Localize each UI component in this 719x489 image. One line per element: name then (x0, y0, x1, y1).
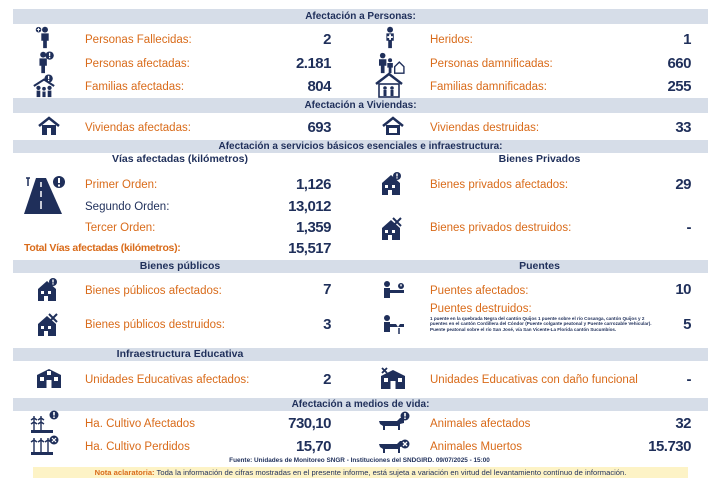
primer-orden-label: Primer Orden: (85, 179, 158, 191)
nota-text: Toda la información de cifras mostradas en el presente informe, está sujeta a variación en virtud del levantamiento contínuo de información. (154, 468, 627, 477)
puentes-destruidos-note: 1 puente en la quebrada Negra del cantón Quijos 1 puente sobre el río Cosanga, cantón Quijos y 2 puentes en el cantón Cordillera del Cóndor (Puente colgante peatonal y Puente carrozable Vehicular). Puente peatonal sobre el río San José, vía San Vicente-La Florida cantón Sucumbíos. (430, 316, 652, 332)
bridge-icon (382, 280, 406, 300)
section-header-servicios: Afectación a servicios básicos esenciales e infraestructura: (13, 140, 708, 153)
cultivo-afectados-value: 730,10 (288, 415, 331, 432)
vias-title: Vías afectadas (kilómetros) (112, 153, 248, 165)
family-house-icon (374, 72, 404, 98)
cultivo-perdidos-value: 15,70 (295, 438, 331, 455)
tercer-orden-label: Tercer Orden: (85, 222, 156, 234)
bienes-privados-afectados-value: 29 (675, 176, 691, 193)
personas-damnificadas-label: Personas damnificadas: (430, 58, 553, 70)
nota-label: Nota aclaratoria: (94, 468, 155, 477)
segundo-orden-label: Segundo Orden: (85, 201, 170, 213)
animales-afectados-label: Animales afectados (430, 418, 531, 430)
heridos-label: Heridos: (430, 34, 473, 46)
source-note: Fuente: Unidades de Monitoreo SNGR - Instituciones del SNDGIRD. 09/07/2025 - 15:00 (229, 457, 490, 464)
cattle-icon (376, 411, 410, 433)
unidades-educativas-afectados-label: Unidades Educativas afectados: (85, 374, 250, 386)
school-icon (380, 366, 406, 390)
cattle-icon (376, 434, 410, 456)
bridge-icon (382, 314, 406, 336)
familias-damnificadas-label: Familias damnificadas: (430, 81, 547, 93)
personas-afectadas-value: 2.181 (295, 55, 331, 72)
primer-orden-value: 1,126 (295, 176, 331, 193)
tercer-orden-value: 1,359 (295, 219, 331, 236)
school-icon (36, 367, 62, 389)
privados-title: Bienes Privados (498, 153, 581, 165)
section-header-medios: Afectación a medios de vida: (13, 398, 708, 411)
house-icon (38, 116, 60, 136)
family-icon (30, 74, 58, 98)
animales-muertos-label: Animales Muertos (430, 441, 523, 453)
personas-fallecidas-label: Personas Fallecidas: (85, 34, 192, 46)
section-header-personas: Afectación a Personas: (13, 9, 708, 24)
nota-aclaratoria (33, 467, 688, 478)
total-vias-value: 15,517 (288, 240, 331, 257)
animales-muertos-value: 15.730 (648, 438, 691, 455)
viviendas-afectadas-label: Viviendas afectadas: (85, 122, 191, 134)
viviendas-afectadas-value: 693 (307, 119, 331, 136)
personas-afectadas-label: Personas afectadas: (85, 58, 190, 70)
puentes-afectados-value: 10 (675, 281, 691, 298)
personas-fallecidas-value: 2 (323, 31, 331, 48)
road-icon (22, 172, 66, 214)
bienes-privados-afectados-label: Bienes privados afectados: (430, 179, 569, 191)
viviendas-destruidas-value: 33 (675, 119, 691, 136)
section-header-viviendas: Afectación a Viviendas: (13, 98, 708, 113)
bienes-publicos-title: Bienes públicos (139, 260, 221, 272)
puentes-destruidos-label: Puentes destruidos: (430, 303, 532, 315)
private-property-icon (380, 216, 404, 242)
public-building-icon (36, 312, 60, 338)
person-alert-icon (32, 51, 58, 75)
familias-afectadas-label: Familias afectadas: (85, 81, 185, 93)
viviendas-destruidas-label: Viviendas destruidas: (430, 122, 540, 134)
house-icon (382, 116, 404, 136)
heridos-value: 1 (683, 31, 691, 48)
bienes-publicos-afectados-value: 7 (323, 281, 331, 298)
familias-damnificadas-value: 255 (667, 78, 691, 95)
total-vias-label: Total Vías afectadas (kilómetros): (24, 242, 181, 254)
personas-damnificadas-value: 660 (667, 55, 691, 72)
cultivo-afectados-label: Ha. Cultivo Afectados (85, 418, 195, 430)
puentes-afectados-label: Puentes afectados: (430, 285, 529, 297)
segundo-orden-value: 13,012 (288, 198, 331, 215)
person-injured-icon (378, 26, 404, 50)
puentes-destruidos-value: 5 (683, 316, 691, 333)
educativa-title: Infraestructura Educativa (116, 348, 244, 360)
unidades-educativas-dano-value: - (686, 371, 691, 388)
bienes-publicos-afectados-label: Bienes públicos afectados: (85, 285, 222, 297)
unidades-educativas-dano-label: Unidades Educativas con daño funcional (430, 374, 638, 386)
puentes-title: Puentes (519, 260, 560, 272)
bienes-publicos-destruidos-label: Bienes públicos destruidos: (85, 319, 225, 331)
familias-afectadas-value: 804 (307, 78, 331, 95)
bienes-privados-destruidos-value: - (686, 219, 691, 236)
unidades-educativas-afectados-value: 2 (323, 371, 331, 388)
animales-afectados-value: 32 (675, 415, 691, 432)
private-property-icon (380, 171, 404, 197)
crops-icon (30, 410, 60, 458)
bienes-privados-destruidos-label: Bienes privados destruidos: (430, 222, 572, 234)
public-building-icon (36, 277, 60, 303)
person-deceased-icon (32, 26, 58, 50)
bienes-publicos-destruidos-value: 3 (323, 316, 331, 333)
cultivo-perdidos-label: Ha. Cultivo Perdidos (85, 441, 190, 453)
